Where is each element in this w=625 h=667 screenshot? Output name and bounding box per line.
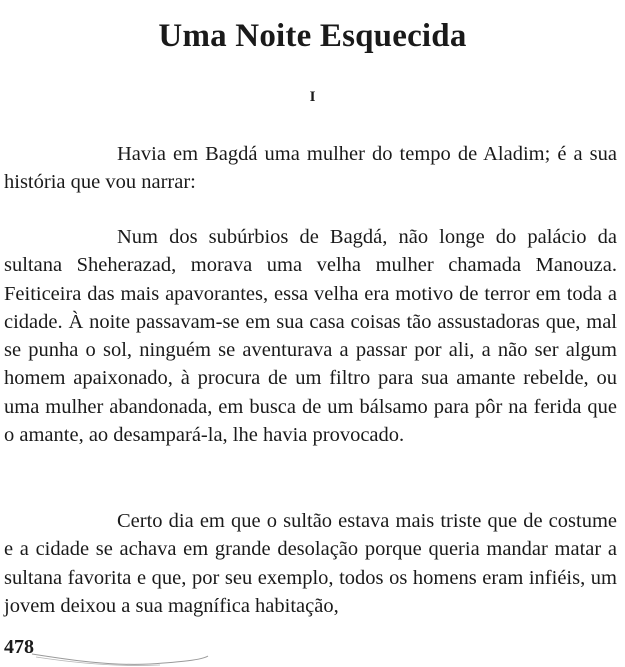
paragraph: Certo dia em que o sultão estava mais triste que de costume e a cidade se achava em grande desolação porque queria mandar matar a sultana favorita e que, por seu exemplo, todos os homens eram infiéis, um jovem deixou a sua magnífica habitação, (4, 510, 617, 617)
chapter-title: Uma Noite Esquecida (158, 18, 467, 54)
page-number: 478 (4, 636, 34, 658)
paragraph: Num dos subúrbios de Bagdá, não longe do palácio da sultana Sheherazad, morava uma velha mulher chamada Manouza. Feiticeira das mais apavorantes, essa velha era motivo de terror em toda a cidade. À noite passavam-se em sua casa coisas tão assustadoras que, mal se punha o sol, ninguém se aventurava a passar por ali, a não ser algum homem apaixonado, à procura de um filtro para sua amante rebelde, ou uma mulher abandonada, em busca de um bálsamo para pôr na ferida que o amante, ao desampará-la, lhe havia provocado. (4, 226, 617, 447)
ornamental-flourish (30, 640, 210, 667)
chapter-number: I (309, 89, 316, 105)
paragraph: Havia em Bagdá uma mulher do tempo de Aladim; é a sua história que vou narrar: (4, 143, 617, 194)
